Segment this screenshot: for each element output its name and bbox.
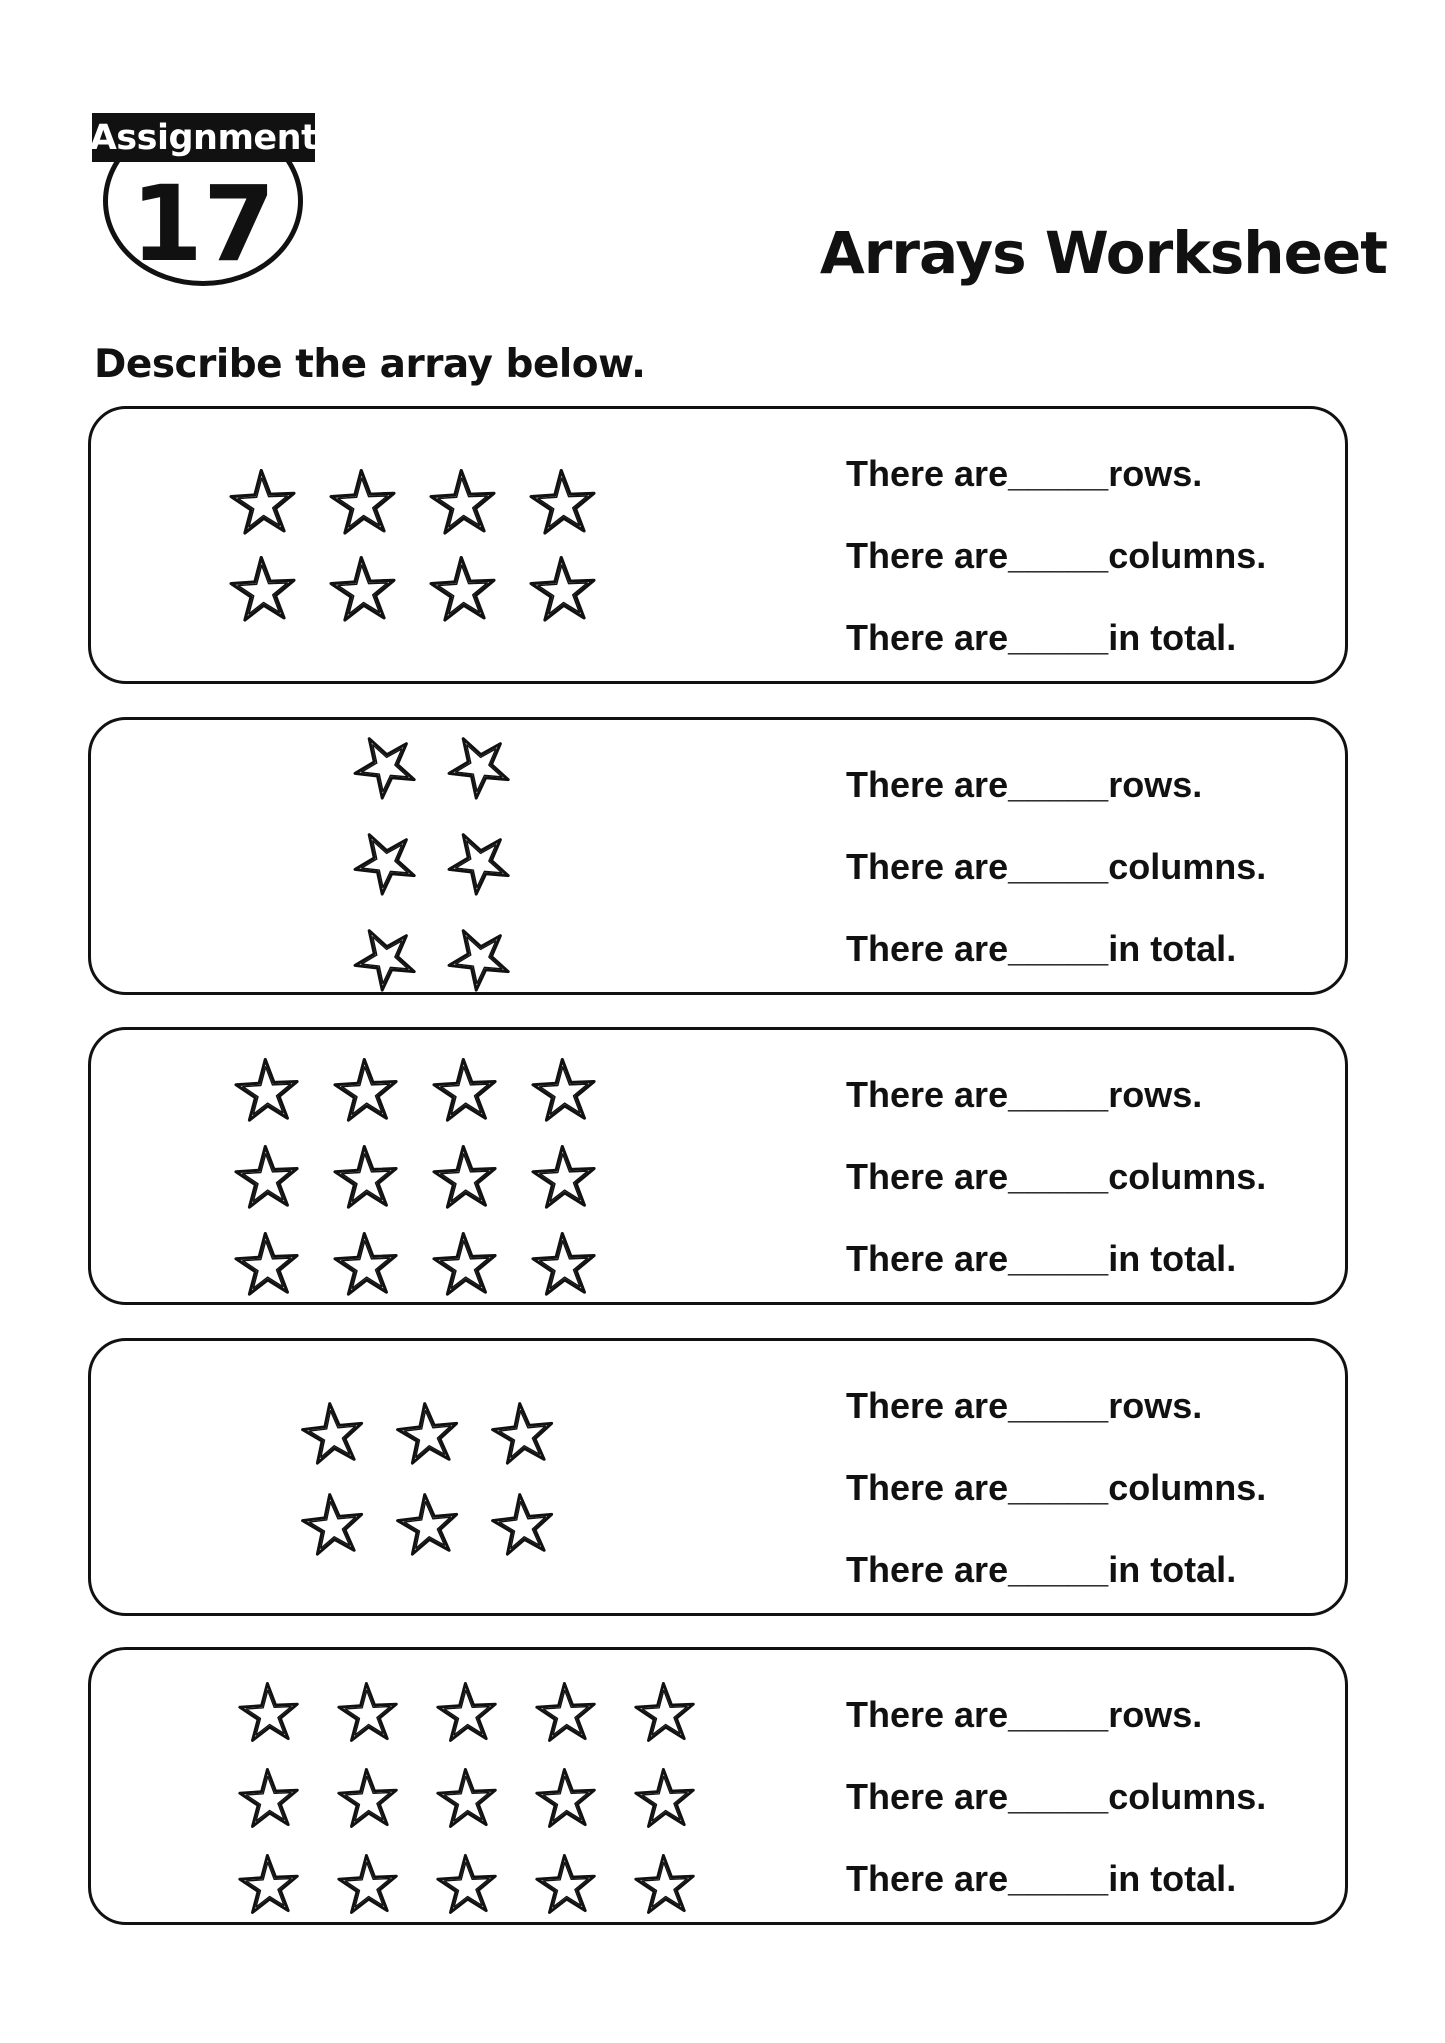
answer-blank[interactable]: _____: [1008, 764, 1109, 805]
prompt-prefix: There are: [846, 764, 1009, 805]
prompt-line: [846, 1756, 1266, 1838]
answer-blank[interactable]: _____: [1008, 1549, 1109, 1590]
assignment-badge: [89, 113, 318, 162]
answer-blank[interactable]: _____: [1008, 535, 1109, 576]
prompt-line: [846, 826, 1266, 908]
star-icon: [300, 1402, 366, 1468]
prompt-suffix: in total.: [1108, 617, 1237, 658]
star-icon: [428, 556, 498, 626]
answer-blank[interactable]: _____: [1008, 1074, 1109, 1115]
star-icon: [352, 925, 418, 991]
prompt-line: [846, 1365, 1266, 1447]
star-icon: [233, 1145, 301, 1213]
prompt-prefix: There are: [846, 1156, 1009, 1197]
prompt-prefix: There are: [846, 1776, 1009, 1817]
assignment-number: 17: [130, 163, 276, 285]
star-icon: [395, 1402, 461, 1468]
prompt-line: [846, 744, 1266, 826]
answer-blank[interactable]: _____: [1008, 928, 1109, 969]
prompt-line: [846, 1136, 1266, 1218]
prompt-suffix: in total.: [1108, 1549, 1237, 1590]
star-icon: [490, 1402, 556, 1468]
star-icon: [233, 1232, 301, 1300]
answer-blank[interactable]: _____: [1008, 1156, 1109, 1197]
star-icon: [431, 1232, 499, 1300]
prompt-prefix: There are: [846, 1385, 1009, 1426]
prompt-prefix: There are: [846, 535, 1009, 576]
prompt-prefix: There are: [846, 1074, 1009, 1115]
star-icon: [332, 1058, 400, 1126]
prompt-suffix: rows.: [1108, 764, 1203, 805]
star-icon: [332, 1232, 400, 1300]
prompt-line: [846, 1447, 1266, 1529]
star-icon: [300, 1493, 366, 1559]
star-icon: [237, 1854, 301, 1918]
star-grid: [233, 1058, 598, 1300]
prompt-prefix: There are: [846, 1549, 1009, 1590]
answer-blank[interactable]: _____: [1008, 846, 1109, 887]
star-icon: [336, 1768, 400, 1832]
prompt-lines: [846, 433, 1266, 679]
array-box-2: [88, 717, 1348, 995]
prompt-lines: [846, 1674, 1266, 1920]
star-icon: [446, 925, 512, 991]
star-icon: [237, 1768, 301, 1832]
prompt-line: [846, 1838, 1266, 1920]
star-icon: [534, 1768, 598, 1832]
prompt-suffix: rows.: [1108, 1074, 1203, 1115]
answer-blank[interactable]: _____: [1008, 1776, 1109, 1817]
prompt-prefix: There are: [846, 1694, 1009, 1735]
star-icon: [633, 1854, 697, 1918]
star-grid: [352, 733, 512, 991]
star-icon: [490, 1493, 556, 1559]
star-icon: [534, 1854, 598, 1918]
prompt-suffix: in total.: [1108, 928, 1237, 969]
prompt-lines: [846, 744, 1266, 990]
prompt-prefix: There are: [846, 928, 1009, 969]
prompt-suffix: columns.: [1108, 1467, 1267, 1508]
star-grid: [237, 1682, 697, 1918]
star-icon: [633, 1682, 697, 1746]
star-icon: [530, 1232, 598, 1300]
prompt-suffix: columns.: [1108, 1156, 1267, 1197]
answer-blank[interactable]: _____: [1008, 453, 1109, 494]
star-grid: [228, 469, 598, 626]
star-icon: [534, 1682, 598, 1746]
star-icon: [633, 1768, 697, 1832]
star-icon: [435, 1682, 499, 1746]
prompt-prefix: There are: [846, 846, 1009, 887]
prompt-line: [846, 1674, 1266, 1756]
star-icon: [528, 556, 598, 626]
page-title: Arrays Worksheet: [819, 218, 1387, 287]
answer-blank[interactable]: _____: [1008, 1238, 1109, 1279]
star-icon: [435, 1854, 499, 1918]
prompt-suffix: rows.: [1108, 1694, 1203, 1735]
star-icon: [528, 469, 598, 539]
prompt-suffix: columns.: [1108, 1776, 1267, 1817]
instruction-text: Describe the array below.: [94, 342, 646, 388]
prompt-suffix: rows.: [1108, 453, 1203, 494]
prompt-prefix: There are: [846, 1467, 1009, 1508]
star-icon: [446, 829, 512, 895]
prompt-suffix: columns.: [1108, 846, 1267, 887]
star-grid: [300, 1402, 556, 1559]
answer-blank[interactable]: _____: [1008, 1467, 1109, 1508]
star-icon: [233, 1058, 301, 1126]
star-icon: [336, 1854, 400, 1918]
star-icon: [228, 556, 298, 626]
array-box-5: [88, 1647, 1348, 1925]
star-icon: [237, 1682, 301, 1746]
star-icon: [352, 733, 418, 799]
star-icon: [431, 1058, 499, 1126]
star-icon: [530, 1058, 598, 1126]
prompt-line: [846, 1054, 1266, 1136]
array-box-4: [88, 1338, 1348, 1616]
prompt-suffix: in total.: [1108, 1238, 1237, 1279]
prompt-line: [846, 597, 1266, 679]
prompt-lines: [846, 1054, 1266, 1300]
star-icon: [435, 1768, 499, 1832]
star-icon: [428, 469, 498, 539]
prompt-suffix: rows.: [1108, 1385, 1203, 1426]
prompt-suffix: columns.: [1108, 535, 1267, 576]
prompt-line: [846, 433, 1266, 515]
answer-blank[interactable]: _____: [1008, 617, 1109, 658]
star-icon: [431, 1145, 499, 1213]
prompt-suffix: in total.: [1108, 1858, 1237, 1899]
star-icon: [336, 1682, 400, 1746]
assignment-badge-label: Assignment: [89, 117, 318, 158]
prompt-line: [846, 515, 1266, 597]
star-icon: [395, 1493, 461, 1559]
star-icon: [352, 829, 418, 895]
prompt-prefix: There are: [846, 617, 1009, 658]
array-box-3: [88, 1027, 1348, 1305]
star-icon: [228, 469, 298, 539]
star-icon: [530, 1145, 598, 1213]
star-icon: [328, 469, 398, 539]
prompt-prefix: There are: [846, 1858, 1009, 1899]
star-icon: [332, 1145, 400, 1213]
prompt-prefix: There are: [846, 453, 1009, 494]
prompt-line: [846, 908, 1266, 990]
star-icon: [446, 733, 512, 799]
prompt-line: [846, 1218, 1266, 1300]
prompt-lines: [846, 1365, 1266, 1611]
answer-blank[interactable]: _____: [1008, 1694, 1109, 1735]
star-icon: [328, 556, 398, 626]
prompt-line: [846, 1529, 1266, 1611]
answer-blank[interactable]: _____: [1008, 1858, 1109, 1899]
array-box-1: [88, 406, 1348, 684]
answer-blank[interactable]: _____: [1008, 1385, 1109, 1426]
prompt-prefix: There are: [846, 1238, 1009, 1279]
